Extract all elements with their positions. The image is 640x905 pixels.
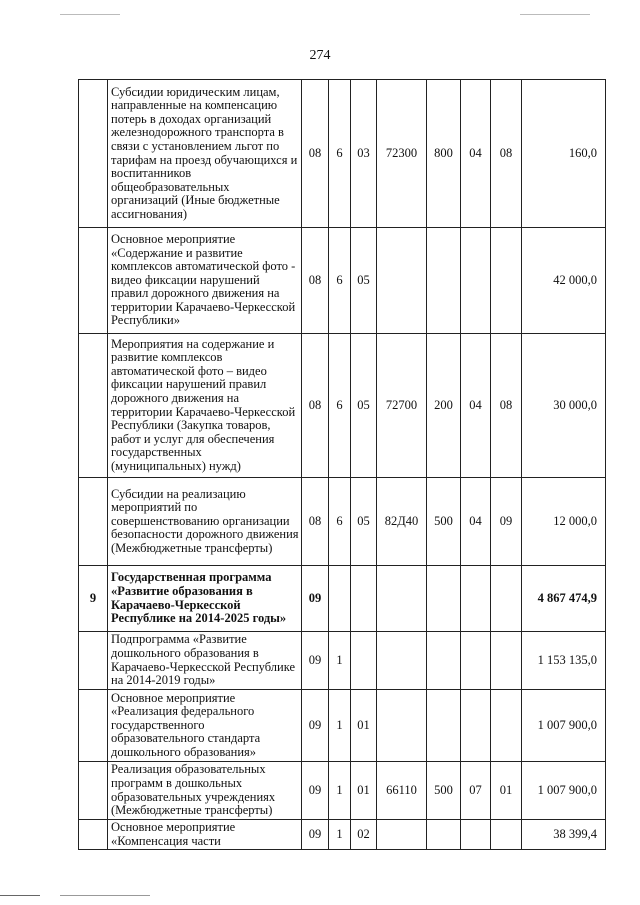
row-number-cell <box>79 228 108 334</box>
amount-cell: 42 000,0 <box>522 228 606 334</box>
scan-artifact-line <box>60 14 120 15</box>
code-direction-cell: 72300 <box>377 80 427 228</box>
code-section-cell <box>461 228 491 334</box>
table-row <box>79 690 606 762</box>
code-section-cell <box>461 632 491 690</box>
page-number: 274 <box>309 48 331 63</box>
table-row <box>79 478 606 566</box>
amount-cell: 30 000,0 <box>522 334 606 478</box>
code-program-cell: 08 <box>302 334 329 478</box>
amount-cell: 38 399,4 <box>522 820 606 850</box>
code-event-cell <box>351 566 377 632</box>
table-row <box>79 762 606 820</box>
code-subprogram-cell: 6 <box>329 80 351 228</box>
code-event-cell: 05 <box>351 228 377 334</box>
code-subsection-cell <box>491 566 522 632</box>
amount-cell: 1 153 135,0 <box>522 632 606 690</box>
amount-cell: 4 867 474,9 <box>522 566 606 632</box>
code-section-cell: 07 <box>461 762 491 820</box>
row-name-cell: Субсидии на реализацию мероприятий по совершенствованию организации безопасности дорожного движения (Межбюджетные трансферты) <box>108 478 302 566</box>
code-expense-type-cell: 200 <box>427 334 461 478</box>
row-name-cell: Основное мероприятие «Реализация федерального государственного образовательного стандарта дошкольного образования» <box>108 690 302 762</box>
code-program-cell: 08 <box>302 80 329 228</box>
code-subprogram-cell: 6 <box>329 478 351 566</box>
code-program-cell: 09 <box>302 632 329 690</box>
scan-artifact-line <box>60 895 150 896</box>
row-number-cell <box>79 762 108 820</box>
code-expense-type-cell <box>427 820 461 850</box>
row-number-cell <box>79 80 108 228</box>
code-subsection-cell: 08 <box>491 80 522 228</box>
table-row <box>79 566 606 632</box>
code-direction-cell <box>377 228 427 334</box>
code-event-cell: 01 <box>351 762 377 820</box>
code-section-cell: 04 <box>461 334 491 478</box>
code-program-cell: 09 <box>302 690 329 762</box>
code-subprogram-cell: 1 <box>329 690 351 762</box>
code-expense-type-cell: 500 <box>427 762 461 820</box>
code-event-cell: 02 <box>351 820 377 850</box>
code-subsection-cell <box>491 820 522 850</box>
row-number-cell <box>79 690 108 762</box>
row-name-cell: Основное мероприятие «Компенсация части <box>108 820 302 850</box>
row-number-cell <box>79 334 108 478</box>
amount-cell: 12 000,0 <box>522 478 606 566</box>
row-number-cell <box>79 478 108 566</box>
table-row <box>79 820 606 850</box>
code-direction-cell <box>377 820 427 850</box>
code-program-cell: 08 <box>302 478 329 566</box>
row-name-cell: Основное мероприятие «Содержание и развитие комплексов автоматической фото - видео фиксации нарушений правил дорожного движения на территории Карачаево-Черкесской Республики» <box>108 228 302 334</box>
code-program-cell: 09 <box>302 820 329 850</box>
code-expense-type-cell <box>427 632 461 690</box>
amount-cell: 1 007 900,0 <box>522 690 606 762</box>
code-subprogram-cell: 6 <box>329 228 351 334</box>
code-subsection-cell: 08 <box>491 334 522 478</box>
code-subsection-cell: 01 <box>491 762 522 820</box>
code-program-cell: 09 <box>302 762 329 820</box>
code-program-cell: 08 <box>302 228 329 334</box>
code-event-cell <box>351 632 377 690</box>
code-subprogram-cell: 6 <box>329 334 351 478</box>
code-subsection-cell: 09 <box>491 478 522 566</box>
table-row <box>79 80 606 228</box>
code-expense-type-cell <box>427 690 461 762</box>
code-expense-type-cell <box>427 566 461 632</box>
code-section-cell <box>461 820 491 850</box>
code-expense-type-cell <box>427 228 461 334</box>
code-direction-cell: 66110 <box>377 762 427 820</box>
code-section-cell <box>461 566 491 632</box>
code-section-cell <box>461 690 491 762</box>
row-name-cell: Государственная программа «Развитие образования в Карачаево-Черкесской Республике на 2014-2025 годы» <box>108 566 302 632</box>
code-program-cell: 09 <box>302 566 329 632</box>
row-name-cell: Субсидии юридическим лицам, направленные на компенсацию потерь в доходах организаций железнодорожного транспорта в связи с установлением льгот по тарифам на проезд обучающихся и воспитанников общеобразовательных организаций (Иные бюджетные ассигнования) <box>108 80 302 228</box>
scan-artifact-line <box>520 14 590 15</box>
code-event-cell: 03 <box>351 80 377 228</box>
code-direction-cell <box>377 632 427 690</box>
code-subsection-cell <box>491 632 522 690</box>
row-number-cell <box>79 632 108 690</box>
code-direction-cell <box>377 566 427 632</box>
scan-artifact-line <box>0 895 40 896</box>
table-row <box>79 334 606 478</box>
code-direction-cell: 82Д40 <box>377 478 427 566</box>
code-direction-cell <box>377 690 427 762</box>
code-expense-type-cell: 800 <box>427 80 461 228</box>
row-number-cell <box>79 820 108 850</box>
amount-cell: 1 007 900,0 <box>522 762 606 820</box>
amount-cell: 160,0 <box>522 80 606 228</box>
code-subprogram-cell <box>329 566 351 632</box>
row-name-cell: Подпрограмма «Развитие дошкольного образования в Карачаево-Черкесской Республике на 2014-2019 годы» <box>108 632 302 690</box>
row-number-cell: 9 <box>79 566 108 632</box>
code-subsection-cell <box>491 228 522 334</box>
row-name-cell: Реализация образовательных программ в дошкольных образовательных учреждениях (Межбюджетные трансферты) <box>108 762 302 820</box>
code-subprogram-cell: 1 <box>329 632 351 690</box>
row-name-cell: Мероприятия на содержание и развитие комплексов автоматической фото – видео фиксации нарушений правил дорожного движения на территории Карачаево-Черкесской Республики (Закупка товаров, работ и услуг для обеспечения государственных (муниципальных) нужд) <box>108 334 302 478</box>
code-event-cell: 05 <box>351 334 377 478</box>
code-subprogram-cell: 1 <box>329 820 351 850</box>
code-direction-cell: 72700 <box>377 334 427 478</box>
code-event-cell: 05 <box>351 478 377 566</box>
code-expense-type-cell: 500 <box>427 478 461 566</box>
code-subsection-cell <box>491 690 522 762</box>
budget-table <box>78 79 606 850</box>
table-row <box>79 228 606 334</box>
code-subprogram-cell: 1 <box>329 762 351 820</box>
table-row <box>79 632 606 690</box>
code-event-cell: 01 <box>351 690 377 762</box>
code-section-cell: 04 <box>461 478 491 566</box>
code-section-cell: 04 <box>461 80 491 228</box>
